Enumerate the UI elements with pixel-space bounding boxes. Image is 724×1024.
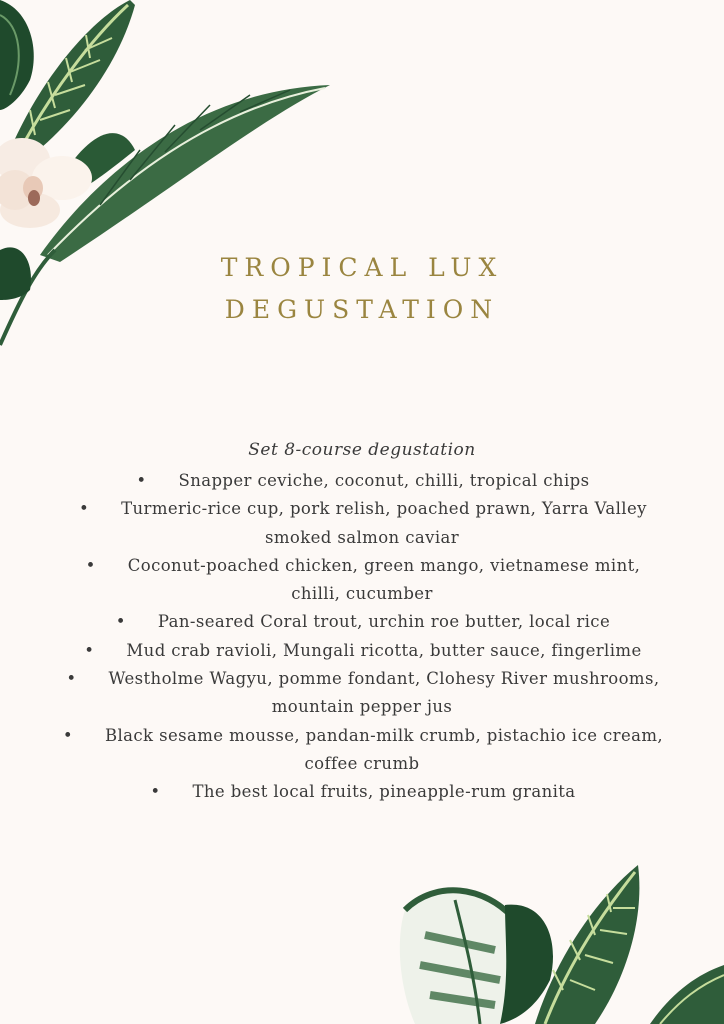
course-text: chilli, cucumber (291, 584, 433, 604)
course-item (0, 637, 724, 665)
course-item-continued (0, 693, 724, 721)
course-item (0, 552, 724, 580)
menu-subtitle: Set 8-course degustation (248, 440, 476, 460)
course-text: Pan-seared Coral trout, urchin roe butter, local rice (157, 612, 611, 632)
course-item (0, 495, 724, 523)
course-item (0, 665, 724, 693)
course-text: Turmeric-rice cup, pork relish, poached prawn, Yarra Valley (121, 499, 647, 519)
menu-title-line1: TROPICAL LUX (220, 252, 504, 282)
course-text: smoked salmon caviar (264, 527, 460, 547)
bullet-icon: • (84, 640, 95, 660)
bullet-icon: • (136, 471, 147, 490)
course-item (0, 778, 724, 806)
course-item-continued (0, 750, 724, 778)
bullet-icon: • (150, 782, 161, 802)
course-item (0, 608, 724, 636)
bullet-icon: • (66, 669, 77, 689)
course-text: The best local fruits, pineapple-rum granita (192, 782, 576, 802)
menu-title-line2: DEGUSTATION (224, 294, 500, 324)
course-list (0, 467, 724, 807)
course-text: Black sesame mousse, pandan-milk crumb, pistachio ice cream, (104, 725, 664, 745)
course-text: Westholme Wagyu, pomme fondant, Clohesy River mushrooms, (108, 669, 660, 689)
bullet-icon: • (85, 555, 96, 575)
course-text: Mud crab ravioli, Mungali ricotta, butter sauce, fingerlime (126, 640, 642, 660)
course-text: coffee crumb (304, 753, 420, 773)
course-text: mountain pepper jus (271, 697, 453, 717)
tropical-leaves-icon (395, 860, 724, 1024)
bullet-icon: • (115, 612, 126, 632)
course-text: Snapper ceviche, coconut, chilli, tropical chips (178, 471, 590, 490)
course-item (0, 467, 724, 495)
bullet-icon: • (62, 725, 74, 745)
bullet-icon: • (79, 499, 90, 519)
course-item-continued (0, 524, 724, 552)
course-text: Coconut-poached chicken, green mango, vietnamese mint, (127, 555, 641, 575)
course-item (0, 722, 724, 750)
course-item-continued (0, 580, 724, 608)
